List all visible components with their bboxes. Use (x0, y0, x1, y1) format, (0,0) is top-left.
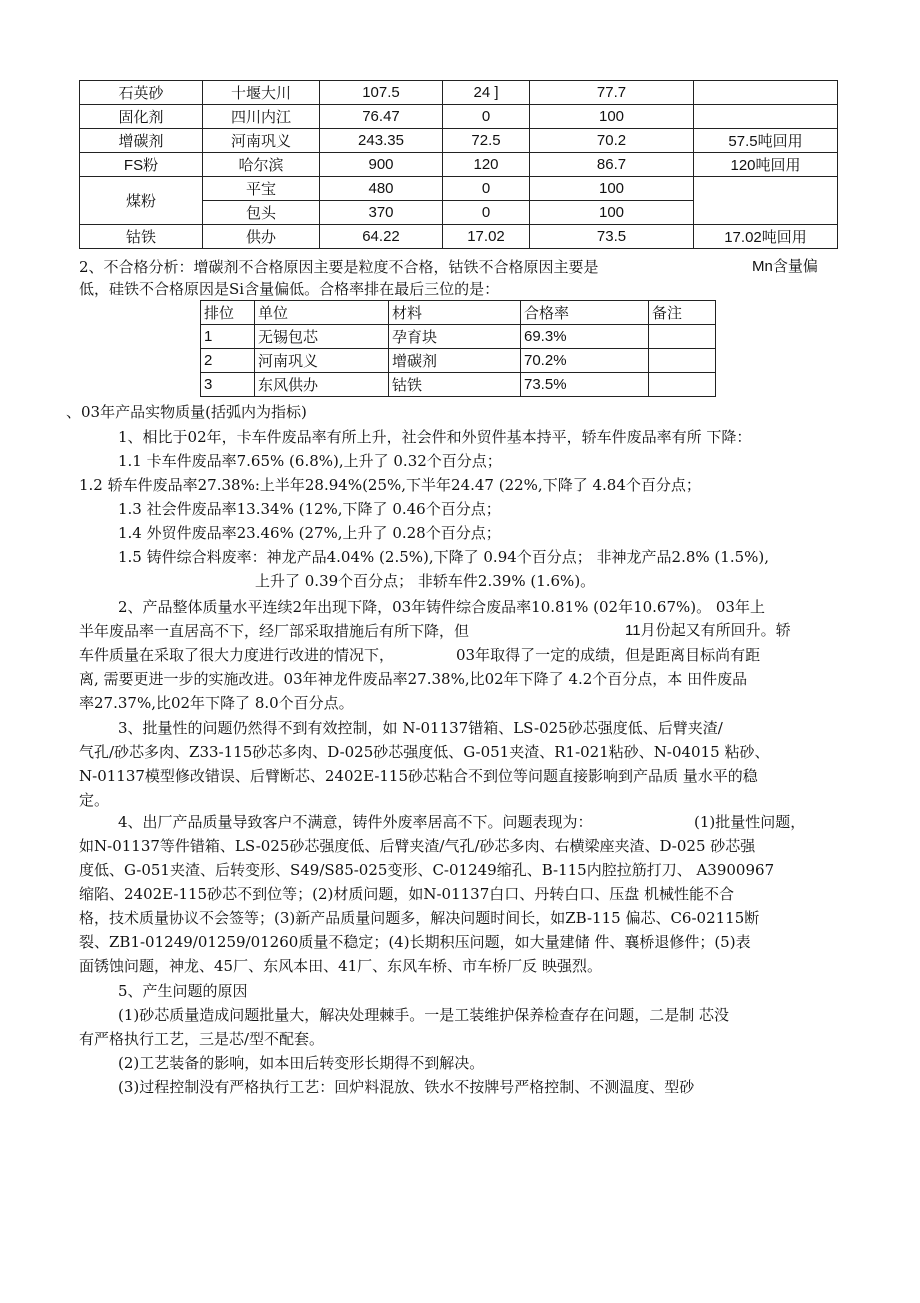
cause-1-cont: 有严格执行工艺，三是芯/型不配套。 (79, 1030, 325, 1048)
note-cell: 120吨回用 (694, 153, 838, 177)
value-cell: 17.02 (443, 225, 530, 249)
item-1-2: 1.2 轿车件废品率27.38%:上半年28.94%(25%,下半年24.47 (22%,下降了 4.84个百分点； (79, 476, 701, 494)
header-material: 材料 (389, 301, 521, 325)
analysis-line-1: 2、不合格分析：增碳剂不合格原因主要是粒度不合格，钴铁不合格原因主要是 (79, 258, 599, 276)
paragraph-2-line-end: 03年取得了一定的成绩，但是距离目标尚有距 (456, 646, 761, 664)
cause-2: (2)工艺装备的影响，如本田后转变形长期得不到解决。 (118, 1054, 485, 1072)
cause-1: (1)砂芯质量造成问题批量大，解决处理棘手。一是工装维护保养检查存在问题，二是制 芯没 (118, 1006, 730, 1024)
rate-cell: 100 (530, 201, 694, 225)
item-1-4: 1.4 外贸件废品率23.46% (27%,上升了 0.28个百分点； (118, 524, 501, 542)
note-cell (649, 373, 716, 397)
item-1-1: 1.1 卡车件废品率7.65% (6.8%),上升了 0.32个百分点； (118, 452, 502, 470)
rank-cell: 1 (201, 325, 255, 349)
material-cell: FS粉 (80, 153, 203, 177)
supplier-cell: 河南巩义 (203, 129, 320, 153)
cause-3: (3)过程控制没有严格执行工艺：回炉料混放、铁水不按牌号严格控制、不测温度、型砂 (118, 1078, 695, 1096)
material-cell: 孕育块 (389, 325, 521, 349)
rate-cell: 69.3% (521, 325, 649, 349)
table-row (80, 177, 838, 201)
rate-cell: 70.2 (530, 129, 694, 153)
note-cell (649, 349, 716, 373)
material-table (79, 80, 838, 249)
table-header-row (201, 301, 716, 325)
value-cell: 0 (443, 177, 530, 201)
paragraph-4-line: 格，技术质量协议不会签等；(3)新产品质量问题多，解决问题时间长，如ZB-115 偏芯、C6-02115断 (79, 909, 760, 927)
paragraph-3-line: N-01137模型修改错误、后臂断芯、2402E-115砂芯粘合不到位等问题直接影响到产品质 量水平的稳 (79, 767, 758, 785)
paragraph-1: 1、相比于02年，卡车件废品率有所上升，社会件和外贸件基本持平，轿车件废品率有所 下降： (118, 428, 752, 446)
table-row (201, 349, 716, 373)
note-cell (694, 105, 838, 129)
value-cell: 76.47 (320, 105, 443, 129)
value-cell: 370 (320, 201, 443, 225)
rate-cell: 77.7 (530, 81, 694, 105)
paragraph-4-line: 缩陷、2402E-115砂芯不到位等；(2)材质问题，如N-01137白口、丹转白口、压盘 机械性能不合 (79, 885, 735, 903)
supplier-cell: 平宝 (203, 177, 320, 201)
value-cell: 120 (443, 153, 530, 177)
material-cell: 钴铁 (389, 373, 521, 397)
paragraph-4: 4、出厂产品质量导致客户不满意，铸件外废率居高不下。问题表现为： (118, 813, 593, 831)
unit-cell: 河南巩义 (255, 349, 389, 373)
rank-cell: 3 (201, 373, 255, 397)
paragraph-3-line: 气孔/砂芯多肉、Z33-115砂芯多肉、D-025砂芯强度低、G-051夹渣、R1-021粘砂、N-04015 粘砂、 (79, 743, 770, 761)
note-cell (649, 325, 716, 349)
value-cell: 900 (320, 153, 443, 177)
supplier-cell: 包头 (203, 201, 320, 225)
note-cell (694, 177, 838, 225)
note-cell (694, 81, 838, 105)
paragraph-2-line-end: 11月份起又有所回升。轿 (625, 622, 791, 639)
table-row (80, 225, 838, 249)
paragraph-4-line-end: (1)批量性问题， (694, 813, 806, 831)
rate-cell: 70.2% (521, 349, 649, 373)
material-cell: 增碳剂 (389, 349, 521, 373)
table-row (80, 81, 838, 105)
rank-cell: 2 (201, 349, 255, 373)
paragraph-2-line: 率27.37%,比02年下降了 8.0个百分点。 (79, 694, 354, 712)
table-row (201, 325, 716, 349)
unit-cell: 东风供办 (255, 373, 389, 397)
supplier-cell: 哈尔滨 (203, 153, 320, 177)
material-cell: 煤粉 (80, 177, 203, 225)
note-cell: 17.02吨回用 (694, 225, 838, 249)
value-cell: 480 (320, 177, 443, 201)
paragraph-4-line: 度低、G-051夹渣、后转变形、S49/S85-025变形、C-01249缩孔、B-115内腔拉筋打刀、 A3900967 (79, 861, 775, 879)
material-cell: 钴铁 (80, 225, 203, 249)
supplier-cell: 供办 (203, 225, 320, 249)
header-rate: 合格率 (521, 301, 649, 325)
value-cell: 243.35 (320, 129, 443, 153)
paragraph-2-line: 半年废品率一直居高不下，经厂部采取措施后有所下降，但 (79, 622, 470, 640)
paragraph-4-line: 面锈蚀问题，神龙、45厂、东风本田、41厂、东风车桥、市车桥厂反 映强烈。 (79, 957, 602, 975)
section-5-heading: 5、产生问题的原因 (118, 982, 248, 1000)
section-heading-03: 、03年产品实物质量(括弧内为指标) (66, 403, 307, 421)
value-cell: 0 (443, 201, 530, 225)
paragraph-2-line: 车件质量在采取了很大力度进行改进的情况下， (79, 646, 395, 664)
material-cell: 增碳剂 (80, 129, 203, 153)
material-cell: 固化剂 (80, 105, 203, 129)
rate-cell: 86.7 (530, 153, 694, 177)
paragraph-2-line: 离, 需要更进一步的实施改进。03年神龙件废品率27.38%,比02年下降了 4.2个百分点，本 田件废品 (79, 670, 748, 688)
supplier-cell: 四川内江 (203, 105, 320, 129)
item-1-3: 1.3 社会件废品率13.34% (12%,下降了 0.46个百分点； (118, 500, 501, 518)
item-1-5-cont: 上升了 0.39个百分点； 非轿车件2.39% (1.6%)。 (255, 572, 596, 590)
paragraph-4-line: 裂、ZB1-01249/01259/01260质量不稳定；(4)长期积压问题，如大量建储 件、襄桥退修件；(5)表 (79, 933, 751, 951)
table-row (80, 129, 838, 153)
header-unit: 单位 (255, 301, 389, 325)
rate-cell: 100 (530, 105, 694, 129)
value-cell: 72.5 (443, 129, 530, 153)
analysis-line-2: 低，硅铁不合格原因是Si含量偏低。合格率排在最后三位的是： (79, 280, 500, 298)
item-1-5: 1.5 铸件综合料废率：神龙产品4.04% (2.5%),下降了 0.94个百分点； 非神龙产品2.8% (1.5%), (118, 548, 770, 566)
rate-cell: 73.5% (521, 373, 649, 397)
unit-cell: 无锡包芯 (255, 325, 389, 349)
table-row (80, 153, 838, 177)
value-cell: 107.5 (320, 81, 443, 105)
paragraph-3: 3、批量性的问题仍然得不到有效控制，如 N-01137错箱、LS-025砂芯强度低、后臂夹渣/ (118, 719, 723, 737)
table-row (80, 105, 838, 129)
value-cell: 0 (443, 105, 530, 129)
material-cell: 石英砂 (80, 81, 203, 105)
rate-cell: 100 (530, 177, 694, 201)
paragraph-3-line: 定。 (79, 791, 110, 809)
value-cell: 24 ] (443, 81, 530, 105)
table-row (201, 373, 716, 397)
rate-cell: 73.5 (530, 225, 694, 249)
ranking-table (200, 300, 716, 397)
header-note: 备注 (649, 301, 716, 325)
value-cell: 64.22 (320, 225, 443, 249)
note-cell: 57.5吨回用 (694, 129, 838, 153)
paragraph-2: 2、产品整体质量水平连续2年出现下降，03年铸件综合废品率10.81% (02年10.67%)。 03年上 (118, 598, 765, 616)
header-rank: 排位 (201, 301, 255, 325)
supplier-cell: 十堰大川 (203, 81, 320, 105)
analysis-line-1-end: Mn含量偏 (752, 258, 818, 275)
paragraph-4-line: 如N-01137等件错箱、LS-025砂芯强度低、后臂夹渣/气孔/砂芯多肉、右横梁座夹渣、D-025 砂芯强 (79, 837, 756, 855)
